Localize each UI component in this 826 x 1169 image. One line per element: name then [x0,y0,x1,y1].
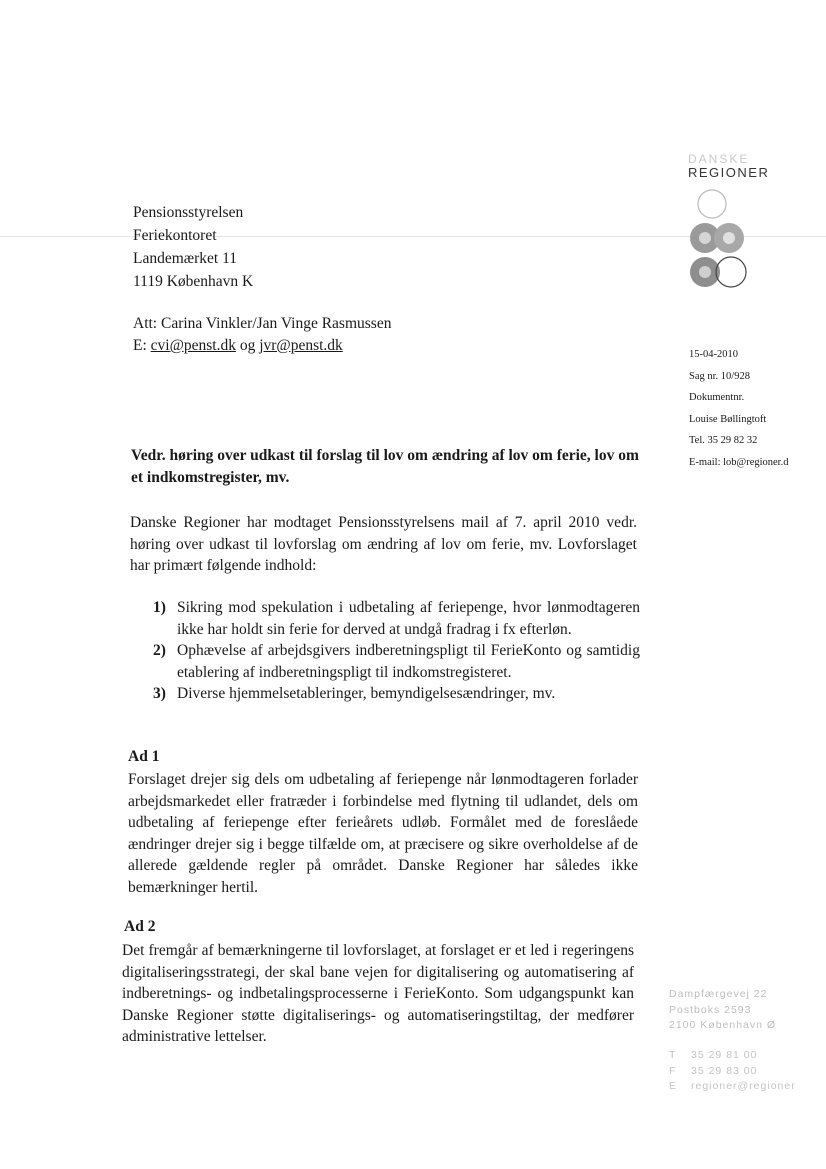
list-item-number: 1) [153,599,166,616]
contact-row-email [669,1079,796,1095]
email-joiner: og [235,337,260,354]
attention-block [133,313,391,357]
recipient-line: Feriekontoret [133,227,217,244]
list-item-number: 2) [153,642,166,659]
contact-label: E [669,1080,678,1092]
address-line: 2100 København Ø [669,1019,777,1031]
address-line: Postboks 2593 [669,1003,752,1016]
contact-person: Louise Bøllingtoft [689,413,767,425]
recipient-line: 1119 København K [133,273,254,290]
danske-regioner-logo [688,152,788,180]
document-number: Dokumentnr. [689,392,745,403]
address-line: Dampfærgevej 22 [669,988,768,1000]
logo-line-1: DANSKE [688,152,750,166]
case-number: Sag nr. 10/928 [689,370,750,382]
list-item [150,597,640,640]
list-item-number: 3) [153,685,166,702]
contact-label: T [669,1049,677,1061]
email-link-cvi[interactable]: cvi@penst.dk [150,337,236,354]
recipient-line: Landemærket 11 [133,250,238,267]
contact-phone: Tel. 35 29 82 32 [689,435,758,446]
list-item [150,683,640,705]
list-item-text: Diverse hjemmelsetableringer, bemyndigelsesændringer, mv. [177,685,556,702]
contact-value: regioner@regioner [691,1080,796,1092]
recipient-address [133,201,253,293]
contact-label: F [669,1064,677,1077]
list-item-text: Sikring mod spekulation i udbetaling af feriepenge, hvor lønmodtageren ikke har holdt sin ferie for derved at undgå fradrag i fx efterløn. [177,599,640,638]
email-link-jvr[interactable]: jvr@penst.dk [259,337,343,354]
contact-row-phone [669,1048,796,1064]
content-list [150,597,640,705]
subject-heading: Vedr. høring over udkast til forslag til lov om ændring af lov om ferie, lov om et indkomstregister, mv. [131,447,639,486]
side-info [689,344,788,473]
contact-email: E-mail: lob@regioner.d [689,456,789,468]
logo-line-2: REGIONER [688,165,770,180]
attention-line: Att: Carina Vinkler/Jan Vinge Rasmussen [133,315,392,332]
list-item [150,640,640,683]
section-2-heading: Ad 2 [124,918,156,935]
sender-contacts [669,1048,796,1095]
contact-row-fax [669,1064,796,1080]
email-line [133,335,391,357]
intro-paragraph: Danske Regioner har modtaget Pensionsstyrelsens mail af 7. april 2010 vedr. høring over udkast til lovforslag om ændring af lov om ferie, mv. Lovforslaget har primært følgende indhold: [130,514,637,574]
section-2-paragraph: Det fremgår af bemærkningerne til lovforslaget, at forslaget er et led i regeringens digitaliseringsstrategi, der skal bane vejen for digitalisering og automatisering af indberetnings- og indbetalingsprocesserne i FerieKonto. Som udgangspunkt kan Danske Regioner støtte digitaliserings- og automatiseringstiltag, der medfører administrative lettelser. [122,942,634,1045]
section-1-heading: Ad 1 [128,748,160,765]
email-prefix: E: [133,337,151,354]
logo-circles-icon [688,188,768,294]
sender-address [669,987,776,1034]
recipient-line: Pensionsstyrelsen [133,204,244,221]
contact-value: 35 29 81 00 [691,1049,758,1061]
letter-date: 15-04-2010 [689,349,738,360]
section-1-paragraph: Forslaget drejer sig dels om udbetaling af feriepenge når lønmodtageren forlader arbejdsmarkedet eller fratræder i forbindelse med flytning til udlandet, dels om udbetaling af feriepenge efter ferieårets udløb. Formålet med de foreslåede ændringer drejer sig i begge tilfælde om, at præcisere og sikre overholdelse af de allerede gældende regler på området. Danske Regioner har således ikke bemærkninger hertil. [128,771,638,896]
list-item-text: Ophævelse af arbejdsgivers indberetningspligt til FerieKonto og samtidig etablering af indberetningspligt til indkomstregisteret. [177,642,640,681]
contact-value: 35 29 83 00 [691,1064,758,1077]
